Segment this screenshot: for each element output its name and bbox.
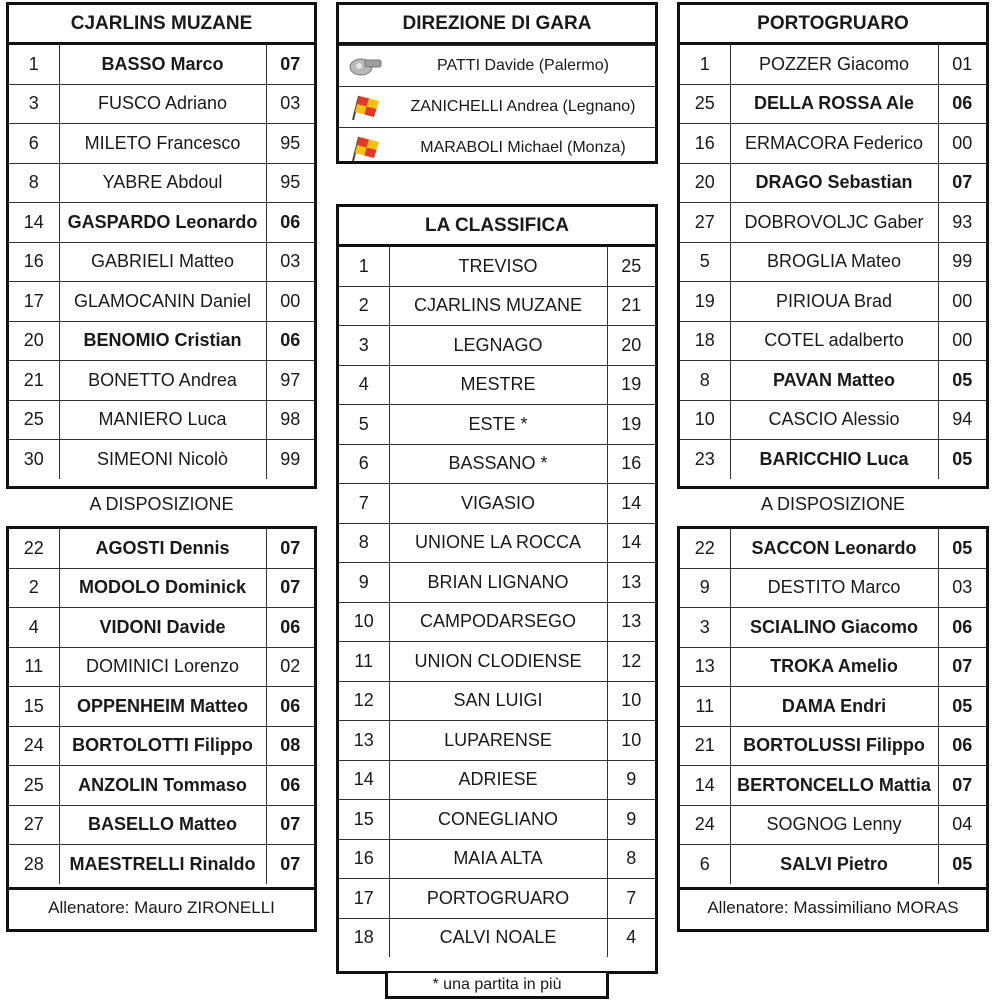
player-year: 07	[266, 805, 314, 845]
player-row	[9, 766, 314, 806]
player-row	[9, 568, 314, 608]
player-row	[680, 400, 986, 440]
standings-row	[339, 721, 655, 761]
referees-box	[336, 2, 658, 164]
standings-team: ESTE *	[389, 405, 607, 445]
player-name: MILETO Francesco	[59, 124, 266, 164]
player-year: 06	[266, 321, 314, 361]
standings-row	[339, 365, 655, 405]
away-coach: Allenatore: Massimiliano MORAS	[677, 890, 989, 932]
player-year: 95	[266, 163, 314, 203]
player-row	[680, 608, 986, 648]
player-number: 27	[680, 203, 730, 243]
standings-row	[339, 602, 655, 642]
standings-row	[339, 523, 655, 563]
referee-name: MARABOLI Michael (Monza)	[420, 139, 626, 156]
standings-team: UNION CLODIENSE	[389, 642, 607, 682]
referee-row	[339, 127, 655, 168]
standings-team: MESTRE	[389, 365, 607, 405]
player-name: SALVI Pietro	[730, 845, 938, 884]
away-starters-box	[677, 2, 989, 489]
standings-team: BASSANO *	[389, 444, 607, 484]
referees-title: DIREZIONE DI GARA	[339, 5, 655, 45]
player-row	[680, 124, 986, 164]
standings-points: 8	[607, 839, 655, 879]
flag-icon	[339, 133, 391, 163]
player-number: 23	[680, 440, 730, 479]
standings-position: 10	[339, 602, 389, 642]
player-name: OPPENHEIM Matteo	[59, 687, 266, 727]
player-row	[9, 805, 314, 845]
player-year: 93	[938, 203, 986, 243]
standings-box	[336, 204, 658, 974]
player-number: 17	[9, 282, 59, 322]
player-row	[9, 647, 314, 687]
standings-points: 10	[607, 721, 655, 761]
player-number: 3	[680, 608, 730, 648]
away-bench-table	[680, 529, 986, 884]
standings-row	[339, 484, 655, 524]
player-row	[680, 845, 986, 884]
standings-position: 6	[339, 444, 389, 484]
standings-row	[339, 800, 655, 840]
standings-points: 21	[607, 286, 655, 326]
player-name: PIRIOUA Brad	[730, 282, 938, 322]
player-row	[9, 726, 314, 766]
player-row	[680, 568, 986, 608]
standings-row	[339, 760, 655, 800]
player-name: SIMEONI Nicolò	[59, 440, 266, 479]
player-year: 02	[266, 647, 314, 687]
player-year: 07	[938, 163, 986, 203]
standings-row	[339, 247, 655, 286]
player-year: 00	[938, 321, 986, 361]
player-name: BROGLIA Mateo	[730, 242, 938, 282]
player-number: 20	[9, 321, 59, 361]
player-year: 05	[938, 845, 986, 884]
player-number: 14	[9, 203, 59, 243]
player-year: 06	[266, 687, 314, 727]
player-row	[9, 282, 314, 322]
standings-row	[339, 918, 655, 957]
player-year: 07	[266, 529, 314, 568]
standings-position: 2	[339, 286, 389, 326]
player-row	[680, 45, 986, 84]
standings-row	[339, 681, 655, 721]
away-bench-label: A DISPOSIZIONE	[760, 494, 906, 514]
player-name: GLAMOCANIN Daniel	[59, 282, 266, 322]
player-year: 06	[938, 84, 986, 124]
player-year: 99	[266, 440, 314, 479]
player-number: 8	[9, 163, 59, 203]
player-name: ANZOLIN Tommaso	[59, 766, 266, 806]
standings-points: 12	[607, 642, 655, 682]
player-name: SACCON Leonardo	[730, 529, 938, 568]
player-name: DESTITO Marco	[730, 568, 938, 608]
player-name: COTEL adalberto	[730, 321, 938, 361]
standings-row	[339, 405, 655, 445]
player-row	[680, 282, 986, 322]
player-year: 05	[938, 440, 986, 479]
standings-position: 4	[339, 365, 389, 405]
standings-points: 19	[607, 365, 655, 405]
standings-position: 13	[339, 721, 389, 761]
player-row	[680, 242, 986, 282]
standings-row	[339, 563, 655, 603]
player-number: 2	[9, 568, 59, 608]
player-name: MAESTRELLI Rinaldo	[59, 845, 266, 884]
player-year: 95	[266, 124, 314, 164]
player-year: 06	[938, 608, 986, 648]
standings-table	[339, 247, 655, 957]
player-row	[9, 84, 314, 124]
standings-row	[339, 286, 655, 326]
player-name: FUSCO Adriano	[59, 84, 266, 124]
player-row	[9, 845, 314, 884]
player-row	[680, 163, 986, 203]
standings-note: * una partita in più	[385, 973, 609, 999]
player-number: 6	[9, 124, 59, 164]
player-number: 4	[9, 608, 59, 648]
player-number: 3	[9, 84, 59, 124]
player-name: VIDONI Davide	[59, 608, 266, 648]
standings-team: VIGASIO	[389, 484, 607, 524]
home-team-title: CJARLINS MUZANE	[9, 5, 314, 45]
standings-title: LA CLASSIFICA	[339, 207, 655, 247]
home-coach: Allenatore: Mauro ZIRONELLI	[6, 890, 317, 932]
player-name: BORTOLOTTI Filippo	[59, 726, 266, 766]
home-bench-table	[9, 529, 314, 884]
player-number: 18	[680, 321, 730, 361]
player-year: 98	[266, 400, 314, 440]
standings-points: 19	[607, 405, 655, 445]
player-row	[680, 361, 986, 401]
player-row	[680, 440, 986, 479]
flag-icon	[339, 92, 391, 122]
player-number: 25	[680, 84, 730, 124]
player-year: 07	[938, 647, 986, 687]
player-name: POZZER Giacomo	[730, 45, 938, 84]
player-number: 5	[680, 242, 730, 282]
player-year: 01	[938, 45, 986, 84]
player-row	[680, 529, 986, 568]
player-name: AGOSTI Dennis	[59, 529, 266, 568]
player-year: 08	[266, 726, 314, 766]
player-name: DELLA ROSSA Ale	[730, 84, 938, 124]
player-name: SCIALINO Giacomo	[730, 608, 938, 648]
standings-team: CJARLINS MUZANE	[389, 286, 607, 326]
player-year: 07	[266, 45, 314, 84]
player-name: BONETTO Andrea	[59, 361, 266, 401]
player-year: 07	[266, 568, 314, 608]
player-number: 21	[680, 726, 730, 766]
player-year: 94	[938, 400, 986, 440]
player-year: 05	[938, 529, 986, 568]
standings-points: 25	[607, 247, 655, 286]
standings-points: 10	[607, 681, 655, 721]
player-row	[9, 529, 314, 568]
player-year: 00	[938, 282, 986, 322]
player-number: 30	[9, 440, 59, 479]
standings-points: 9	[607, 760, 655, 800]
player-name: MANIERO Luca	[59, 400, 266, 440]
player-row	[680, 203, 986, 243]
player-number: 16	[9, 242, 59, 282]
player-name: YABRE Abdoul	[59, 163, 266, 203]
away-starters-table	[680, 45, 986, 479]
standings-team: BRIAN LIGNANO	[389, 563, 607, 603]
player-year: 00	[266, 282, 314, 322]
player-name: DRAGO Sebastian	[730, 163, 938, 203]
player-year: 06	[266, 766, 314, 806]
player-number: 25	[9, 766, 59, 806]
player-row	[680, 726, 986, 766]
player-row	[9, 400, 314, 440]
player-number: 28	[9, 845, 59, 884]
standings-row	[339, 444, 655, 484]
standings-position: 7	[339, 484, 389, 524]
standings-points: 14	[607, 523, 655, 563]
standings-team: LUPARENSE	[389, 721, 607, 761]
standings-team: LEGNAGO	[389, 326, 607, 366]
player-year: 00	[938, 124, 986, 164]
player-number: 13	[680, 647, 730, 687]
player-row	[9, 321, 314, 361]
player-name: CASCIO Alessio	[730, 400, 938, 440]
player-number: 22	[680, 529, 730, 568]
player-number: 22	[9, 529, 59, 568]
standings-row	[339, 839, 655, 879]
player-number: 24	[9, 726, 59, 766]
standings-team: ADRIESE	[389, 760, 607, 800]
player-number: 11	[680, 687, 730, 727]
home-bench-box	[6, 526, 317, 890]
standings-points: 9	[607, 800, 655, 840]
player-name: BENOMIO Cristian	[59, 321, 266, 361]
player-row	[680, 647, 986, 687]
standings-position: 18	[339, 918, 389, 957]
standings-position: 1	[339, 247, 389, 286]
player-row	[680, 321, 986, 361]
player-name: BASELLO Matteo	[59, 805, 266, 845]
player-name: BASSO Marco	[59, 45, 266, 84]
home-bench-label: A DISPOSIZIONE	[89, 494, 234, 514]
standings-row	[339, 326, 655, 366]
player-year: 06	[266, 608, 314, 648]
player-row	[9, 124, 314, 164]
player-number: 10	[680, 400, 730, 440]
standings-team: MAIA ALTA	[389, 839, 607, 879]
referee-row	[339, 45, 655, 86]
standings-team: CAMPODARSEGO	[389, 602, 607, 642]
home-starters-box	[6, 2, 317, 489]
player-name: SOGNOG Lenny	[730, 805, 938, 845]
player-number: 9	[680, 568, 730, 608]
referee-row	[339, 86, 655, 127]
player-row	[680, 687, 986, 727]
player-name: GASPARDO Leonardo	[59, 203, 266, 243]
player-year: 07	[266, 845, 314, 884]
standings-position: 3	[339, 326, 389, 366]
player-year: 05	[938, 687, 986, 727]
standings-position: 15	[339, 800, 389, 840]
player-number: 15	[9, 687, 59, 727]
player-name: BORTOLUSSI Filippo	[730, 726, 938, 766]
player-year: 06	[938, 726, 986, 766]
player-number: 8	[680, 361, 730, 401]
player-row	[9, 242, 314, 282]
standings-points: 20	[607, 326, 655, 366]
player-number: 20	[680, 163, 730, 203]
standings-team: PORTOGRUARO	[389, 879, 607, 919]
player-row	[9, 687, 314, 727]
standings-team: CONEGLIANO	[389, 800, 607, 840]
player-row	[9, 163, 314, 203]
whistle-icon	[339, 53, 391, 79]
player-year: 97	[266, 361, 314, 401]
standings-points: 13	[607, 563, 655, 603]
player-name: GABRIELI Matteo	[59, 242, 266, 282]
player-year: 03	[266, 242, 314, 282]
player-name: TROKA Amelio	[730, 647, 938, 687]
standings-points: 7	[607, 879, 655, 919]
player-number: 1	[680, 45, 730, 84]
player-name: DAMA Endri	[730, 687, 938, 727]
standings-points: 13	[607, 602, 655, 642]
player-number: 16	[680, 124, 730, 164]
player-row	[9, 361, 314, 401]
player-year: 03	[938, 568, 986, 608]
player-number: 14	[680, 766, 730, 806]
referee-name: ZANICHELLI Andrea (Legnano)	[410, 98, 636, 115]
standings-row	[339, 879, 655, 919]
standings-points: 16	[607, 444, 655, 484]
player-number: 21	[9, 361, 59, 401]
player-name: MODOLO Dominick	[59, 568, 266, 608]
standings-position: 12	[339, 681, 389, 721]
player-name: ERMACORA Federico	[730, 124, 938, 164]
player-number: 1	[9, 45, 59, 84]
player-year: 07	[938, 766, 986, 806]
away-team-title: PORTOGRUARO	[680, 5, 986, 45]
player-name: BARICCHIO Luca	[730, 440, 938, 479]
player-row	[680, 84, 986, 124]
standings-team: UNIONE LA ROCCA	[389, 523, 607, 563]
player-name: DOMINICI Lorenzo	[59, 647, 266, 687]
player-number: 27	[9, 805, 59, 845]
standings-team: SAN LUIGI	[389, 681, 607, 721]
referee-name: PATTI Davide (Palermo)	[437, 57, 609, 74]
player-year: 99	[938, 242, 986, 282]
standings-position: 17	[339, 879, 389, 919]
standings-position: 11	[339, 642, 389, 682]
player-name: BERTONCELLO Mattia	[730, 766, 938, 806]
player-year: 05	[938, 361, 986, 401]
player-year: 04	[938, 805, 986, 845]
player-row	[9, 440, 314, 479]
standings-position: 9	[339, 563, 389, 603]
player-name: DOBROVOLJC Gaber	[730, 203, 938, 243]
standings-position: 8	[339, 523, 389, 563]
player-number: 25	[9, 400, 59, 440]
away-bench-box	[677, 526, 989, 890]
player-year: 06	[266, 203, 314, 243]
player-row	[9, 203, 314, 243]
player-year: 03	[266, 84, 314, 124]
player-number: 24	[680, 805, 730, 845]
standings-row	[339, 642, 655, 682]
player-number: 6	[680, 845, 730, 884]
player-row	[680, 805, 986, 845]
player-row	[9, 45, 314, 84]
home-starters-table	[9, 45, 314, 479]
standings-position: 16	[339, 839, 389, 879]
player-row	[9, 608, 314, 648]
player-number: 19	[680, 282, 730, 322]
standings-points: 4	[607, 918, 655, 957]
standings-points: 14	[607, 484, 655, 524]
standings-team: CALVI NOALE	[389, 918, 607, 957]
player-number: 11	[9, 647, 59, 687]
standings-position: 14	[339, 760, 389, 800]
player-name: PAVAN Matteo	[730, 361, 938, 401]
standings-team: TREVISO	[389, 247, 607, 286]
standings-position: 5	[339, 405, 389, 445]
player-row	[680, 766, 986, 806]
